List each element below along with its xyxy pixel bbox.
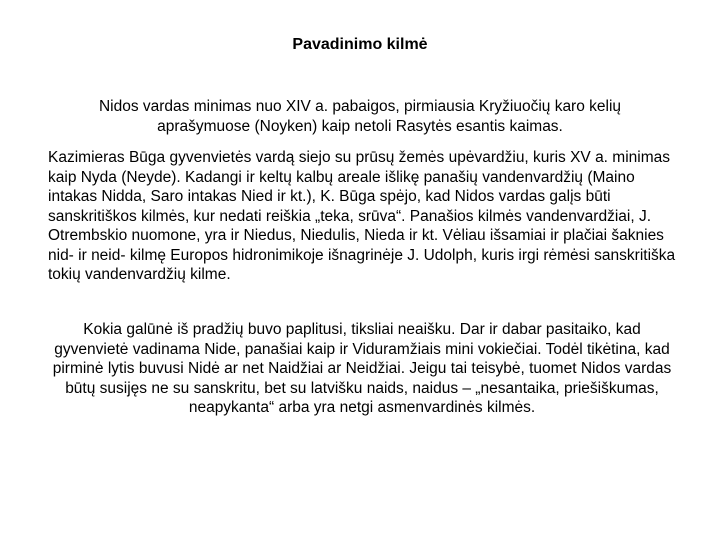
paragraph-intro: Nidos vardas minimas nuo XIV a. pabaigos, pirmiausia Kryžiuočių karo kelių aprašymuose (Noyken) kaip netoli Rasytės esantis kaimas. (98, 98, 622, 135)
paragraph-ending-origin: Kokia galūnė iš pradžių buvo paplitusi, tiksliai neaišku. Dar ir dabar pasitaiko, kad gyvenvietė vadinama Nide, panašiai kaip ir Viduramžiais mini vokiečiai. Todėl tikėtina, kad pirminė lytis buvusi Nidė ar net Naidžiai ar Neidžiai. Jeigu tai teisybė, tuomet Nidos vardas būtų susijęs ne su sanskritu, bet su latvišku naids, naidus – „nesantaika, priešiškumas, neapykanta“ arba yra netgi asmenvardinės kilmės. (52, 321, 672, 416)
page-title: Pavadinimo kilmė (292, 36, 428, 53)
paragraph-buga-theory: Kazimieras Būga gyvenvietės vardą siejo su prūsų žemės upėvardžiu, kuris XV a. minimas kaip Nyda (Neyde). Kadangi ir keltų kalbų areale išlikę panašių vandenvardžių (Maino intakas Nidda, Saro intakas Nied ir kt.), K. Būga spėjo, kad Nidos vardas galįs būti sanskritiškos kilmės, kur nedati reiškia „teka, srūva“. Panašios kilmės vandenvardžiai, J. Otrembskio nuomone, yra ir Niedus, Niedulis, Nieda ir kt. Vėliau išsamiai ir plačiai šaknies nid- ir neid- kilmę Europos hidronimikoje išnagrinėje J. Udolph, kuris irgi rėmėsi sanskritiška tokių vandenvardžių kilme. (48, 149, 676, 283)
